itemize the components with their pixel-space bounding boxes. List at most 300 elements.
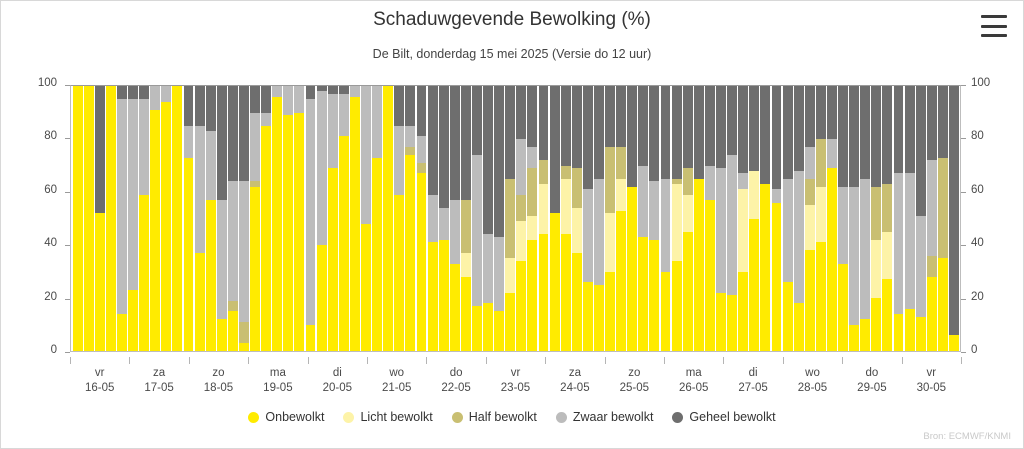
bar-segment <box>372 86 382 158</box>
bar-segment <box>516 139 526 195</box>
y-tick-mark <box>65 85 70 86</box>
bar-segment <box>539 160 549 184</box>
bar-segment <box>339 94 349 136</box>
bar-segment <box>117 99 127 314</box>
y-tick-label-left: 100 <box>37 77 57 89</box>
bar-segment <box>417 86 427 136</box>
bar-segment <box>805 179 815 206</box>
bar-segment <box>472 155 482 306</box>
bar-segment <box>783 282 793 351</box>
bar-segment <box>117 314 127 351</box>
bar-segment <box>849 187 859 325</box>
bar-segment <box>139 99 149 194</box>
bar-column[interactable] <box>783 86 793 351</box>
legend-label: Onbewolkt <box>265 410 325 424</box>
bar-column[interactable] <box>217 86 227 351</box>
bar-segment <box>938 86 948 158</box>
bar-column[interactable] <box>871 86 881 351</box>
bar-segment <box>527 147 537 168</box>
bar-column[interactable] <box>616 86 626 351</box>
bar-segment <box>383 86 393 351</box>
x-axis-weekday: ma <box>269 367 286 379</box>
legend-color-swatch <box>248 412 259 423</box>
bar-segment <box>727 155 737 295</box>
legend-item[interactable] <box>556 410 654 424</box>
bar-column[interactable] <box>184 86 194 351</box>
x-axis-weekday: wo <box>805 367 820 379</box>
bar-column[interactable] <box>894 86 904 351</box>
bar-segment <box>805 205 815 250</box>
bar-segment <box>860 179 870 319</box>
bar-segment <box>494 311 504 351</box>
bar-segment <box>561 179 571 235</box>
bar-column[interactable] <box>627 86 637 351</box>
x-axis-date: 17-05 <box>144 382 174 394</box>
bar-segment <box>916 216 926 317</box>
y-tick-mark <box>961 138 966 139</box>
bar-column[interactable] <box>527 86 537 351</box>
bar-segment <box>417 163 427 174</box>
bar-segment <box>317 91 327 245</box>
bar-segment <box>239 322 249 343</box>
bar-column[interactable] <box>605 86 615 351</box>
bar-segment <box>472 86 482 155</box>
bar-column[interactable] <box>672 86 682 351</box>
bar-segment <box>816 242 826 351</box>
bar-segment <box>217 200 227 319</box>
bar-segment <box>217 86 227 200</box>
bar-segment <box>516 261 526 351</box>
bar-segment <box>206 131 216 200</box>
legend-color-swatch <box>452 412 463 423</box>
x-axis-date: 21-05 <box>381 382 412 394</box>
bar-column[interactable] <box>150 86 160 351</box>
bar-column[interactable] <box>738 86 748 351</box>
bar-segment <box>328 168 338 351</box>
bar-segment <box>550 86 560 213</box>
bar-segment <box>150 86 160 110</box>
bar-column[interactable] <box>139 86 149 351</box>
bar-segment <box>516 86 526 139</box>
bar-segment <box>727 295 737 351</box>
x-axis-separator <box>545 357 546 364</box>
y-tick-label-right: 20 <box>971 290 984 303</box>
bar-column[interactable] <box>705 86 715 351</box>
bar-column[interactable] <box>73 86 83 351</box>
bar-segment <box>461 86 471 200</box>
bar-segment <box>228 301 238 312</box>
bar-segment <box>838 264 848 351</box>
bar-segment <box>683 195 693 232</box>
bar-segment <box>705 166 715 200</box>
legend-label: Half bewolkt <box>468 410 537 424</box>
bar-segment <box>938 158 948 259</box>
bar-column[interactable] <box>827 86 837 351</box>
bar-segment <box>405 86 415 126</box>
bar-segment <box>350 97 360 351</box>
x-axis-weekday: vr <box>94 367 105 379</box>
bar-segment <box>738 86 748 173</box>
bar-column[interactable] <box>572 86 582 351</box>
legend-item[interactable] <box>672 410 775 424</box>
bar-segment <box>317 245 327 351</box>
bar-column[interactable] <box>661 86 671 351</box>
y-tick-label-left: 0 <box>50 344 57 356</box>
bar-column[interactable] <box>228 86 238 351</box>
bar-column[interactable] <box>128 86 138 351</box>
bar-segment <box>184 158 194 351</box>
bar-segment <box>849 325 859 352</box>
bar-segment <box>583 86 593 189</box>
x-axis-separator <box>842 357 843 364</box>
y-tick-mark <box>65 299 70 300</box>
bar-segment <box>405 126 415 147</box>
bar-segment <box>472 306 482 351</box>
bar-segment <box>871 240 881 298</box>
x-axis-separator <box>129 357 130 364</box>
bar-column[interactable] <box>472 86 482 351</box>
bar-column[interactable] <box>539 86 549 351</box>
bar-segment <box>461 200 471 253</box>
legend-label: Geheel bewolkt <box>689 410 776 424</box>
bar-segment <box>616 147 626 179</box>
bar-column[interactable] <box>905 86 915 351</box>
bar-column[interactable] <box>882 86 892 351</box>
bar-segment <box>616 211 626 351</box>
bar-segment <box>638 86 648 166</box>
bar-segment <box>860 86 870 179</box>
bar-column[interactable] <box>328 86 338 351</box>
bar-column[interactable] <box>505 86 515 351</box>
bar-column[interactable] <box>760 86 770 351</box>
bar-segment <box>172 86 182 351</box>
bar-column[interactable] <box>716 86 726 351</box>
bar-segment <box>716 168 726 293</box>
bar-segment <box>195 126 205 253</box>
bar-column[interactable] <box>95 86 105 351</box>
bar-segment <box>73 86 83 351</box>
bar-segment <box>161 102 171 351</box>
x-axis-weekday: za <box>153 367 166 379</box>
bar-column[interactable] <box>250 86 260 351</box>
bar-segment <box>516 195 526 222</box>
bar-segment <box>572 168 582 208</box>
bar-column[interactable] <box>816 86 826 351</box>
bar-column[interactable] <box>516 86 526 351</box>
bar-segment <box>760 184 770 351</box>
bar-segment <box>494 86 504 237</box>
bar-segment <box>239 181 249 321</box>
bar-column[interactable] <box>372 86 382 351</box>
x-axis-separator <box>902 357 903 364</box>
bar-segment <box>483 86 493 234</box>
y-tick-mark <box>961 192 966 193</box>
bar-column[interactable] <box>838 86 848 351</box>
bar-segment <box>294 113 304 352</box>
x-axis-date: 23-05 <box>500 382 531 394</box>
plot-area <box>70 85 961 352</box>
x-axis-separator <box>486 357 487 364</box>
bar-column[interactable] <box>772 86 782 351</box>
bar-segment <box>838 86 848 187</box>
bar-column[interactable] <box>949 86 959 351</box>
bar-segment <box>772 86 782 189</box>
hamburger-menu-icon[interactable] <box>981 15 1007 37</box>
bar-column[interactable] <box>206 86 216 351</box>
legend-label: Zwaar bewolkt <box>572 410 654 424</box>
bar-column[interactable] <box>294 86 304 351</box>
bar-segment <box>394 126 404 195</box>
bar-segment <box>139 195 149 351</box>
x-axis-date: 28-05 <box>797 382 828 394</box>
bar-segment <box>638 237 648 351</box>
bar-segment <box>283 115 293 351</box>
bar-segment <box>882 86 892 184</box>
bar-column[interactable] <box>805 86 815 351</box>
bar-column[interactable] <box>683 86 693 351</box>
bar-segment <box>117 86 127 99</box>
bar-segment <box>827 139 837 168</box>
bar-column[interactable] <box>483 86 493 351</box>
bar-column[interactable] <box>694 86 704 351</box>
bar-column[interactable] <box>317 86 327 351</box>
bar-column[interactable] <box>261 86 271 351</box>
x-axis-separator <box>367 357 368 364</box>
bar-segment <box>483 234 493 303</box>
bar-segment <box>184 86 194 126</box>
bar-segment <box>827 168 837 351</box>
bar-column[interactable] <box>860 86 870 351</box>
bar-segment <box>738 189 748 271</box>
x-axis-date: 25-05 <box>619 382 649 394</box>
bar-segment <box>550 213 560 351</box>
bar-segment <box>206 86 216 131</box>
bar-segment <box>927 277 937 351</box>
bar-segment <box>128 99 138 290</box>
x-axis-date: 18-05 <box>203 382 234 394</box>
y-tick-label-left: 20 <box>44 290 57 303</box>
bar-segment <box>772 189 782 202</box>
bar-segment <box>527 86 537 147</box>
chart-subtitle: De Bilt, donderdag 15 mei 2025 (Versie do 12 uur) <box>372 47 652 61</box>
bar-column[interactable] <box>161 86 171 351</box>
bar-column[interactable] <box>405 86 415 351</box>
bar-segment <box>572 86 582 168</box>
bar-column[interactable] <box>439 86 449 351</box>
bar-segment <box>228 181 238 300</box>
bar-segment <box>250 86 260 113</box>
x-axis-date: 24-05 <box>560 382 590 394</box>
bar-segment <box>783 86 793 179</box>
bar-segment <box>949 86 959 335</box>
x-axis <box>70 357 961 397</box>
legend-item[interactable] <box>343 410 432 424</box>
bar-segment <box>882 279 892 351</box>
bar-column[interactable] <box>849 86 859 351</box>
bar-segment <box>306 86 316 99</box>
bar-segment <box>95 86 105 213</box>
bar-column[interactable] <box>394 86 404 351</box>
bar-segment <box>649 86 659 181</box>
y-tick-label-left: 60 <box>44 183 57 196</box>
y-tick-mark <box>65 192 70 193</box>
y-tick-mark <box>961 352 966 353</box>
bar-column[interactable] <box>594 86 604 351</box>
x-axis-weekday: zo <box>628 367 641 379</box>
bar-column[interactable] <box>117 86 127 351</box>
bar-column[interactable] <box>461 86 471 351</box>
x-axis-weekday: ma <box>685 367 702 379</box>
bar-segment <box>605 86 615 147</box>
bar-segment <box>527 216 537 240</box>
bar-segment <box>250 187 260 351</box>
bar-column[interactable] <box>172 86 182 351</box>
bar-column[interactable] <box>350 86 360 351</box>
bar-segment <box>139 86 149 99</box>
bar-column[interactable] <box>428 86 438 351</box>
source-note: Bron: ECMWF/KNMI <box>923 431 1011 442</box>
bar-segment <box>95 213 105 351</box>
bar-segment <box>672 86 682 179</box>
x-axis-separator <box>783 357 784 364</box>
x-axis-date: 27-05 <box>738 382 768 394</box>
bar-column[interactable] <box>195 86 205 351</box>
y-tick-mark <box>65 138 70 139</box>
bar-segment <box>228 311 238 351</box>
bar-segment <box>539 234 549 351</box>
bar-segment <box>161 86 171 102</box>
bar-segment <box>239 86 249 181</box>
legend-item[interactable] <box>248 410 324 424</box>
bar-segment <box>916 317 926 351</box>
bar-column[interactable] <box>84 86 94 351</box>
bar-column[interactable] <box>749 86 759 351</box>
bar-segment <box>905 86 915 173</box>
bar-segment <box>816 139 826 187</box>
x-axis-weekday: za <box>568 367 581 379</box>
bar-segment <box>805 250 815 351</box>
bar-segment <box>350 86 360 97</box>
bar-column[interactable] <box>494 86 504 351</box>
bar-column[interactable] <box>450 86 460 351</box>
bar-segment <box>539 86 549 160</box>
bar-segment <box>616 86 626 147</box>
bar-segment <box>450 200 460 264</box>
bar-segment <box>272 97 282 351</box>
bar-segment <box>894 314 904 351</box>
bar-segment <box>749 171 759 219</box>
bar-column[interactable] <box>417 86 427 351</box>
bar-segment <box>594 179 604 285</box>
x-axis-date: 26-05 <box>678 382 709 394</box>
bar-column[interactable] <box>649 86 659 351</box>
bar-segment <box>361 224 371 351</box>
bar-column[interactable] <box>106 86 116 351</box>
y-tick-label-left: 40 <box>44 237 57 250</box>
bar-segment <box>572 253 582 351</box>
x-axis-weekday: vr <box>510 367 521 379</box>
bar-column[interactable] <box>239 86 249 351</box>
bar-column[interactable] <box>361 86 371 351</box>
bar-segment <box>339 136 349 351</box>
bar-segment <box>250 113 260 182</box>
bar-column[interactable] <box>550 86 560 351</box>
x-axis-day-group <box>896 366 966 396</box>
bar-column[interactable] <box>272 86 282 351</box>
x-axis-weekday: do <box>449 367 463 379</box>
legend-item[interactable] <box>452 410 537 424</box>
page-title: Schaduwgevende Bewolking (%) <box>373 9 651 30</box>
x-axis-separator <box>189 357 190 364</box>
bar-segment <box>184 126 194 158</box>
y-tick-label-right: 100 <box>971 77 991 89</box>
bar-segment <box>594 86 604 179</box>
bar-column[interactable] <box>638 86 648 351</box>
bar-segment <box>494 237 504 311</box>
bar-segment <box>916 86 926 216</box>
bar-segment <box>283 86 293 115</box>
bar-column[interactable] <box>727 86 737 351</box>
bar-segment <box>428 195 438 243</box>
bar-column[interactable] <box>927 86 937 351</box>
bar-segment <box>572 208 582 253</box>
bar-column[interactable] <box>938 86 948 351</box>
bar-segment <box>605 213 615 271</box>
bar-segment <box>450 264 460 351</box>
y-tick-mark <box>961 299 966 300</box>
y-tick-label-right: 0 <box>971 344 978 356</box>
bar-column[interactable] <box>306 86 316 351</box>
bar-segment <box>328 86 338 94</box>
bar-segment <box>882 232 892 280</box>
bar-segment <box>150 110 160 351</box>
bar-segment <box>905 309 915 351</box>
bar-segment <box>749 219 759 352</box>
bar-segment <box>716 293 726 351</box>
bar-segment <box>483 303 493 351</box>
bar-column[interactable] <box>916 86 926 351</box>
bar-segment <box>827 86 837 139</box>
bar-segment <box>616 179 626 211</box>
bar-segment <box>805 147 815 179</box>
x-axis-date: 16-05 <box>84 382 115 394</box>
bar-segment <box>871 86 881 187</box>
bar-segment <box>439 86 449 208</box>
bar-column[interactable] <box>383 86 393 351</box>
bar-column[interactable] <box>283 86 293 351</box>
bar-segment <box>683 232 693 351</box>
bar-segment <box>195 86 205 126</box>
x-axis-separator <box>248 357 249 364</box>
bar-segment <box>694 179 704 351</box>
bar-column[interactable] <box>794 86 804 351</box>
bar-segment <box>516 221 526 261</box>
bar-segment <box>927 160 937 255</box>
bar-segment <box>561 86 571 166</box>
bar-segment <box>605 272 615 352</box>
bar-segment <box>694 86 704 179</box>
bar-segment <box>505 179 515 259</box>
bar-segment <box>871 187 881 240</box>
bar-segment <box>461 253 471 277</box>
bar-column[interactable] <box>339 86 349 351</box>
bar-segment <box>672 261 682 351</box>
bar-column[interactable] <box>583 86 593 351</box>
x-axis-separator <box>723 357 724 364</box>
bar-segment <box>428 86 438 195</box>
bar-column[interactable] <box>561 86 571 351</box>
legend-label: Licht bewolkt <box>360 410 433 424</box>
